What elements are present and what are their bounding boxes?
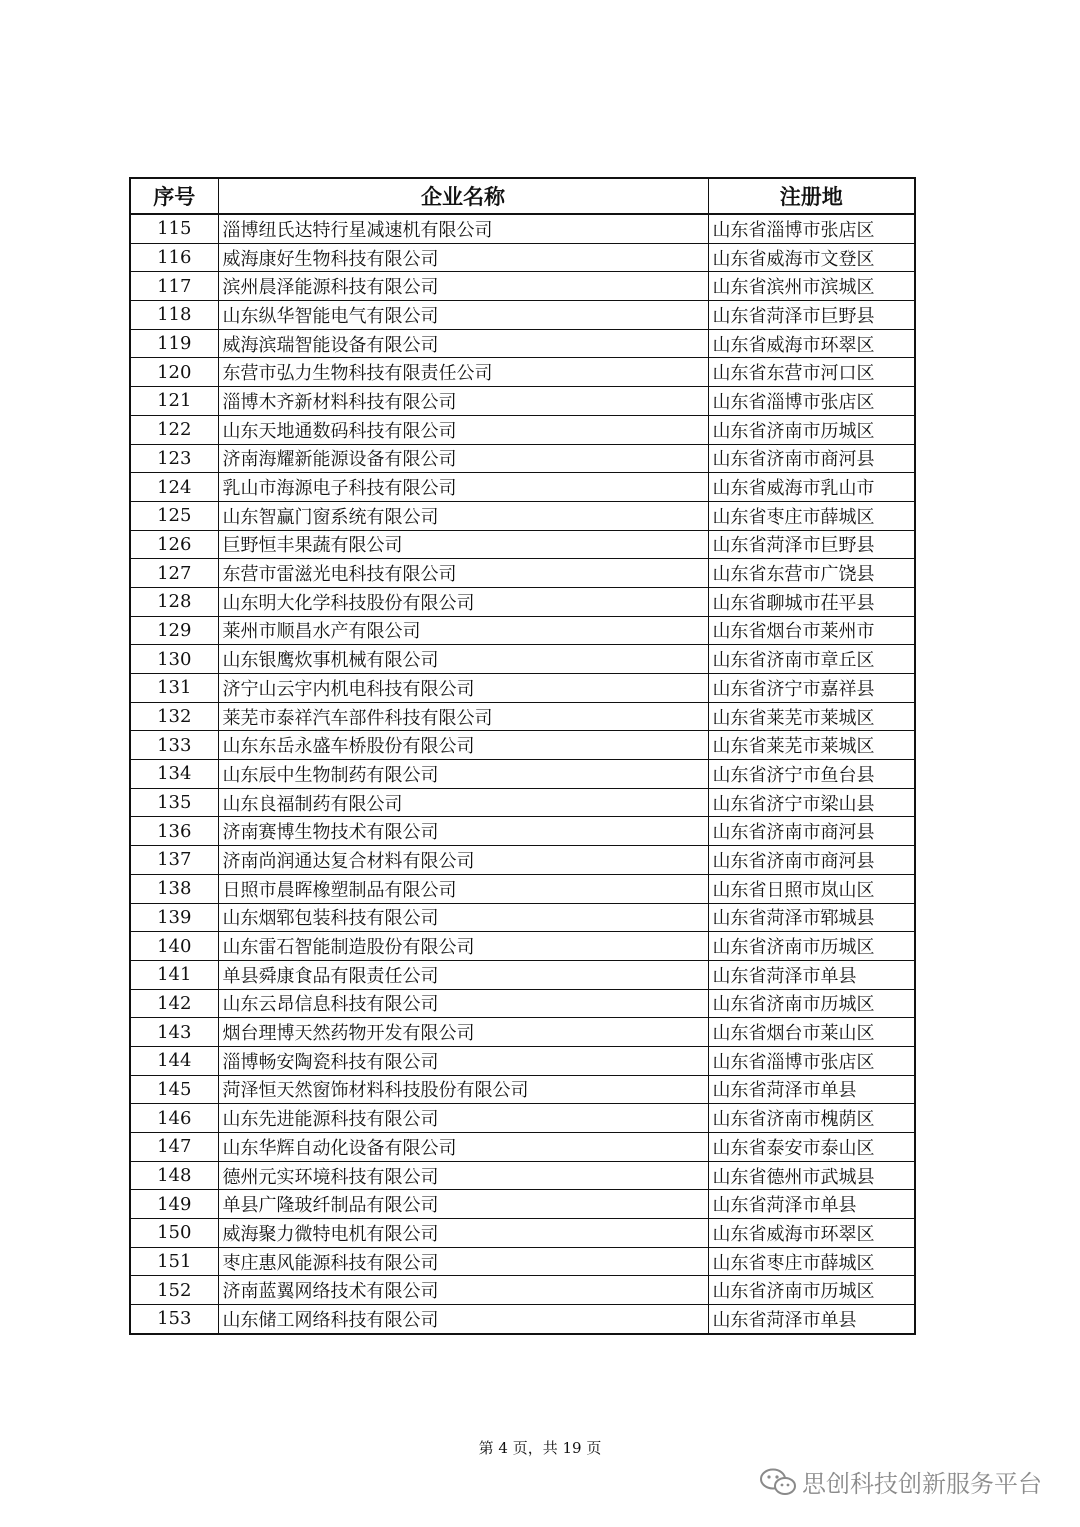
- row-index: 150: [130, 1219, 218, 1248]
- row-index: 124: [130, 473, 218, 502]
- table-row: [130, 1046, 915, 1075]
- company-name-cell: 济南赛博生物技术有限公司: [218, 817, 708, 846]
- company-name-cell: 山东银鹰炊事机械有限公司: [218, 645, 708, 674]
- table-row: [130, 587, 915, 616]
- row-index: 144: [130, 1046, 218, 1075]
- registered-location-cell: 山东省日照市岚山区: [708, 874, 915, 903]
- table-row: [130, 243, 915, 272]
- table-row: [130, 903, 915, 932]
- company-name-cell: 山东先进能源科技有限公司: [218, 1104, 708, 1133]
- row-index: 132: [130, 702, 218, 731]
- company-name-cell: 山东辰中生物制药有限公司: [218, 760, 708, 789]
- company-name-cell: 山东智赢门窗系统有限公司: [218, 501, 708, 530]
- company-name-cell: 济南尚润通达复合材料有限公司: [218, 846, 708, 875]
- company-name-cell: 济宁山云宇内机电科技有限公司: [218, 674, 708, 703]
- row-index: 143: [130, 1018, 218, 1047]
- registered-location-cell: 山东省聊城市茌平县: [708, 587, 915, 616]
- table-row: [130, 329, 915, 358]
- row-index: 148: [130, 1161, 218, 1190]
- company-name-cell: 莱州市顺昌水产有限公司: [218, 616, 708, 645]
- table-row: [130, 932, 915, 961]
- row-index: 125: [130, 501, 218, 530]
- row-index: 122: [130, 415, 218, 444]
- table-row: [130, 1247, 915, 1276]
- row-index: 131: [130, 674, 218, 703]
- company-name-cell: 淄博纽氏达特行星减速机有限公司: [218, 214, 708, 243]
- row-index: 123: [130, 444, 218, 473]
- registered-location-cell: 山东省菏泽市郓城县: [708, 903, 915, 932]
- company-name-cell: 日照市晨晖橡塑制品有限公司: [218, 874, 708, 903]
- table-row: [130, 1161, 915, 1190]
- table-row: [130, 1219, 915, 1248]
- table-row: [130, 1305, 915, 1334]
- registered-location-cell: 山东省滨州市滨城区: [708, 272, 915, 301]
- table-row: [130, 846, 915, 875]
- company-name-cell: 淄博畅安陶瓷科技有限公司: [218, 1046, 708, 1075]
- header-index: 序号: [130, 178, 218, 214]
- company-name-cell: 威海康好生物科技有限公司: [218, 243, 708, 272]
- company-name-cell: 淄博木齐新材料科技有限公司: [218, 387, 708, 416]
- registered-location-cell: 山东省淄博市张店区: [708, 1046, 915, 1075]
- row-index: 121: [130, 387, 218, 416]
- row-index: 146: [130, 1104, 218, 1133]
- registered-location-cell: 山东省威海市环翠区: [708, 1219, 915, 1248]
- table-row: [130, 1018, 915, 1047]
- table-row: [130, 1075, 915, 1104]
- registered-location-cell: 山东省东营市河口区: [708, 358, 915, 387]
- registered-location-cell: 山东省威海市环翠区: [708, 329, 915, 358]
- company-name-cell: 山东华辉自动化设备有限公司: [218, 1133, 708, 1162]
- row-index: 147: [130, 1133, 218, 1162]
- company-name-cell: 东营市雷滋光电科技有限公司: [218, 559, 708, 588]
- registered-location-cell: 山东省菏泽市单县: [708, 1075, 915, 1104]
- company-name-cell: 济南海耀新能源设备有限公司: [218, 444, 708, 473]
- watermark: [758, 1464, 1042, 1499]
- registered-location-cell: 山东省济南市商河县: [708, 444, 915, 473]
- row-index: 139: [130, 903, 218, 932]
- row-index: 140: [130, 932, 218, 961]
- company-name-cell: 山东天地通数码科技有限公司: [218, 415, 708, 444]
- row-index: 149: [130, 1190, 218, 1219]
- company-name-cell: 山东烟郓包装科技有限公司: [218, 903, 708, 932]
- row-index: 115: [130, 214, 218, 243]
- table-row: [130, 960, 915, 989]
- registered-location-cell: 山东省济宁市鱼台县: [708, 760, 915, 789]
- company-name-cell: 莱芜市泰祥汽车部件科技有限公司: [218, 702, 708, 731]
- table-row: [130, 530, 915, 559]
- registered-location-cell: 山东省淄博市张店区: [708, 214, 915, 243]
- table-row: [130, 501, 915, 530]
- company-name-cell: 山东纵华智能电气有限公司: [218, 301, 708, 330]
- table-row: [130, 760, 915, 789]
- row-index: 136: [130, 817, 218, 846]
- table-row: [130, 874, 915, 903]
- registered-location-cell: 山东省济南市历城区: [708, 932, 915, 961]
- table-row: [130, 817, 915, 846]
- header-registered-location: 注册地: [708, 178, 915, 214]
- registered-location-cell: 山东省威海市乳山市: [708, 473, 915, 502]
- company-name-cell: 山东储工网络科技有限公司: [218, 1305, 708, 1334]
- row-index: 135: [130, 788, 218, 817]
- company-table: [129, 177, 916, 1335]
- company-name-cell: 德州元实环境科技有限公司: [218, 1161, 708, 1190]
- company-name-cell: 威海滨瑞智能设备有限公司: [218, 329, 708, 358]
- row-index: 130: [130, 645, 218, 674]
- company-name-cell: 山东明大化学科技股份有限公司: [218, 587, 708, 616]
- table-row: [130, 1133, 915, 1162]
- table-row: [130, 702, 915, 731]
- registered-location-cell: 山东省济南市商河县: [708, 817, 915, 846]
- table-row: [130, 559, 915, 588]
- registered-location-cell: 山东省烟台市莱山区: [708, 1018, 915, 1047]
- table-row: [130, 272, 915, 301]
- company-name-cell: 济南蓝翼网络技术有限公司: [218, 1276, 708, 1305]
- page-number: 第 4 页，共 19 页: [478, 1439, 602, 1457]
- row-index: 117: [130, 272, 218, 301]
- table-row: [130, 1190, 915, 1219]
- registered-location-cell: 山东省济宁市嘉祥县: [708, 674, 915, 703]
- table-row: [130, 387, 915, 416]
- table-row: [130, 1276, 915, 1305]
- company-name-cell: 乳山市海源电子科技有限公司: [218, 473, 708, 502]
- registered-location-cell: 山东省菏泽市巨野县: [708, 301, 915, 330]
- table-row: [130, 444, 915, 473]
- company-name-cell: 威海聚力微特电机有限公司: [218, 1219, 708, 1248]
- registered-location-cell: 山东省枣庄市薛城区: [708, 501, 915, 530]
- row-index: 137: [130, 846, 218, 875]
- registered-location-cell: 山东省烟台市莱州市: [708, 616, 915, 645]
- row-index: 120: [130, 358, 218, 387]
- table-row: [130, 674, 915, 703]
- row-index: 119: [130, 329, 218, 358]
- header-company-name: 企业名称: [218, 178, 708, 214]
- row-index: 116: [130, 243, 218, 272]
- table-row: [130, 301, 915, 330]
- table-row: [130, 473, 915, 502]
- company-name-cell: 山东雷石智能制造股份有限公司: [218, 932, 708, 961]
- watermark-text: 思创科技创新服务平台: [802, 1470, 1042, 1498]
- registered-location-cell: 山东省东营市广饶县: [708, 559, 915, 588]
- company-name-cell: 山东东岳永盛车桥股份有限公司: [218, 731, 708, 760]
- registered-location-cell: 山东省泰安市泰山区: [708, 1133, 915, 1162]
- row-index: 145: [130, 1075, 218, 1104]
- table-row: [130, 358, 915, 387]
- company-name-cell: 山东云昂信息科技有限公司: [218, 989, 708, 1018]
- registered-location-cell: 山东省济南市历城区: [708, 415, 915, 444]
- row-index: 127: [130, 559, 218, 588]
- registered-location-cell: 山东省枣庄市薛城区: [708, 1247, 915, 1276]
- registered-location-cell: 山东省菏泽市单县: [708, 1305, 915, 1334]
- row-index: 151: [130, 1247, 218, 1276]
- company-name-cell: 单县舜康食品有限责任公司: [218, 960, 708, 989]
- table-row: [130, 214, 915, 243]
- company-name-cell: 枣庄惠风能源科技有限公司: [218, 1247, 708, 1276]
- company-name-cell: 菏泽恒天然窗饰材料科技股份有限公司: [218, 1075, 708, 1104]
- registered-location-cell: 山东省莱芜市莱城区: [708, 731, 915, 760]
- company-name-cell: 滨州晨泽能源科技有限公司: [218, 272, 708, 301]
- table-row: [130, 788, 915, 817]
- registered-location-cell: 山东省菏泽市单县: [708, 1190, 915, 1219]
- table-row: [130, 1104, 915, 1133]
- table-body: [130, 214, 915, 1334]
- row-index: 133: [130, 731, 218, 760]
- row-index: 134: [130, 760, 218, 789]
- row-index: 129: [130, 616, 218, 645]
- wechat-icon: [758, 1467, 798, 1497]
- registered-location-cell: 山东省菏泽市巨野县: [708, 530, 915, 559]
- table-row: [130, 415, 915, 444]
- row-index: 153: [130, 1305, 218, 1334]
- table-row: [130, 731, 915, 760]
- company-name-cell: 单县广隆玻纤制品有限公司: [218, 1190, 708, 1219]
- row-index: 142: [130, 989, 218, 1018]
- table-row: [130, 616, 915, 645]
- registered-location-cell: 山东省威海市文登区: [708, 243, 915, 272]
- row-index: 138: [130, 874, 218, 903]
- company-name-cell: 巨野恒丰果蔬有限公司: [218, 530, 708, 559]
- row-index: 128: [130, 587, 218, 616]
- company-name-cell: 烟台理博天然药物开发有限公司: [218, 1018, 708, 1047]
- row-index: 152: [130, 1276, 218, 1305]
- registered-location-cell: 山东省济南市章丘区: [708, 645, 915, 674]
- registered-location-cell: 山东省莱芜市莱城区: [708, 702, 915, 731]
- registered-location-cell: 山东省济南市历城区: [708, 989, 915, 1018]
- table-row: [130, 989, 915, 1018]
- registered-location-cell: 山东省淄博市张店区: [708, 387, 915, 416]
- row-index: 118: [130, 301, 218, 330]
- company-name-cell: 山东良福制药有限公司: [218, 788, 708, 817]
- registered-location-cell: 山东省济南市槐荫区: [708, 1104, 915, 1133]
- registered-location-cell: 山东省济南市商河县: [708, 846, 915, 875]
- registered-location-cell: 山东省济宁市梁山县: [708, 788, 915, 817]
- company-name-cell: 东营市弘力生物科技有限责任公司: [218, 358, 708, 387]
- table-header-row: [130, 178, 915, 214]
- registered-location-cell: 山东省菏泽市单县: [708, 960, 915, 989]
- registered-location-cell: 山东省德州市武城县: [708, 1161, 915, 1190]
- table-row: [130, 645, 915, 674]
- row-index: 141: [130, 960, 218, 989]
- row-index: 126: [130, 530, 218, 559]
- registered-location-cell: 山东省济南市历城区: [708, 1276, 915, 1305]
